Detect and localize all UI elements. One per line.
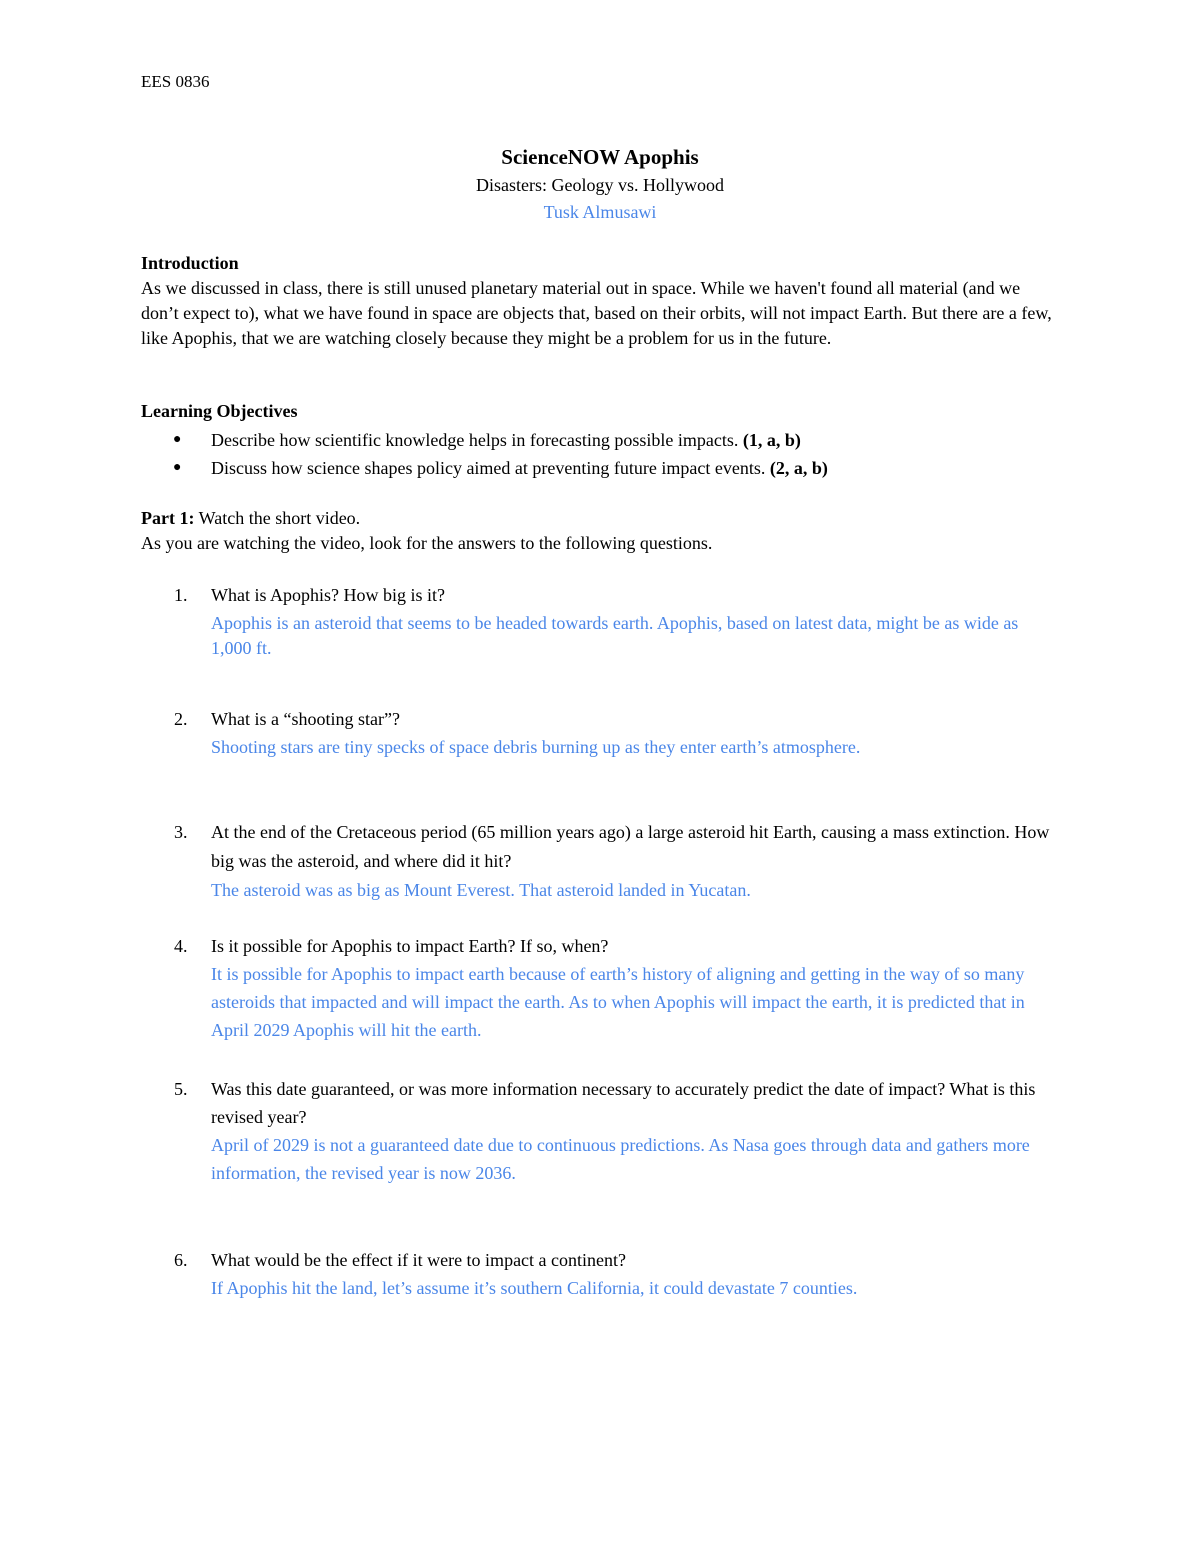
question-item <box>141 581 1059 661</box>
author-name: Tusk Almusawi <box>543 202 657 222</box>
course-code: EES 0836 <box>141 72 210 91</box>
objective-tag: (2, a, b) <box>769 458 828 478</box>
bullet-icon: ● <box>173 432 182 447</box>
answer-text: Apophis is an asteroid that seems to be headed towards earth. Apophis, based on latest data, might be as wide as 1,000 ft. <box>211 613 1019 658</box>
question-number: 1. <box>174 585 188 605</box>
objective-item <box>141 454 1059 482</box>
objectives-list <box>141 426 1059 482</box>
learning-objectives-section <box>141 399 1059 482</box>
introduction-section <box>141 251 1059 351</box>
question-text: What is Apophis? How big is it? <box>211 585 445 605</box>
question-item <box>141 932 1059 1044</box>
introduction-text: As we discussed in class, there is still unused planetary material out in space. While we haven't found all material (and we don’t expect to), what we have found in space are objects that, based on their orbits, will not impact Earth. But there are a few, like Apophis, that we are watching closely because they might be a problem for us in the future. <box>141 278 1052 348</box>
question-item <box>141 705 1059 761</box>
question-number: 5. <box>174 1079 188 1099</box>
question-number: 3. <box>174 822 188 842</box>
objective-item <box>141 426 1059 454</box>
question-text: What is a “shooting star”? <box>211 709 400 729</box>
objective-tag: (1, a, b) <box>742 430 801 450</box>
question-text: At the end of the Cretaceous period (65 million years ago) a large asteroid hit Earth, causing a mass extinction. How big was the asteroid, and where did it hit? <box>211 822 1050 871</box>
question-number: 2. <box>174 709 188 729</box>
objective-text: Discuss how science shapes policy aimed at preventing future impact events. <box>211 458 766 478</box>
question-number: 6. <box>174 1250 188 1270</box>
question-item <box>141 818 1059 904</box>
bullet-icon: ● <box>173 460 182 475</box>
question-text: Was this date guaranteed, or was more information necessary to accurately predict the date of impact? What is this revised year? <box>211 1079 1036 1127</box>
question-item <box>141 1246 1059 1302</box>
learning-objectives-heading: Learning Objectives <box>141 401 298 421</box>
answer-text: The asteroid was as big as Mount Everest. That asteroid landed in Yucatan. <box>211 880 751 900</box>
part1-instruction-line <box>141 506 1059 531</box>
part1-note: As you are watching the video, look for the answers to the following questions. <box>141 533 713 553</box>
question-item <box>141 1075 1059 1187</box>
question-text: What would be the effect if it were to impact a continent? <box>211 1250 627 1270</box>
title-block <box>0 142 1200 225</box>
document-subtitle: Disasters: Geology vs. Hollywood <box>476 175 724 195</box>
answer-text: It is possible for Apophis to impact earth because of earth’s history of aligning and getting in the way of so many asteroids that impacted and will impact the earth. As to when Apophis will impact the earth, it is predicted that in April 2029 Apophis will hit the earth. <box>211 964 1025 1040</box>
document-title: ScienceNOW Apophis <box>501 145 699 169</box>
answer-text: April of 2029 is not a guaranteed date due to continuous predictions. As Nasa goes through data and gathers more information, the revised year is now 2036. <box>211 1135 1030 1183</box>
part1-section <box>141 506 1059 556</box>
answer-text: If Apophis hit the land, let’s assume it’s southern California, it could devastate 7 counties. <box>211 1278 858 1298</box>
objective-text: Describe how scientific knowledge helps in forecasting possible impacts. <box>211 430 739 450</box>
part1-instruction: Watch the short video. <box>198 508 361 528</box>
answer-text: Shooting stars are tiny specks of space debris burning up as they enter earth’s atmosphere. <box>211 737 861 757</box>
question-number: 4. <box>174 936 188 956</box>
question-text: Is it possible for Apophis to impact Earth? If so, when? <box>211 936 609 956</box>
part1-label: Part 1: <box>141 508 195 528</box>
introduction-heading: Introduction <box>141 253 239 273</box>
